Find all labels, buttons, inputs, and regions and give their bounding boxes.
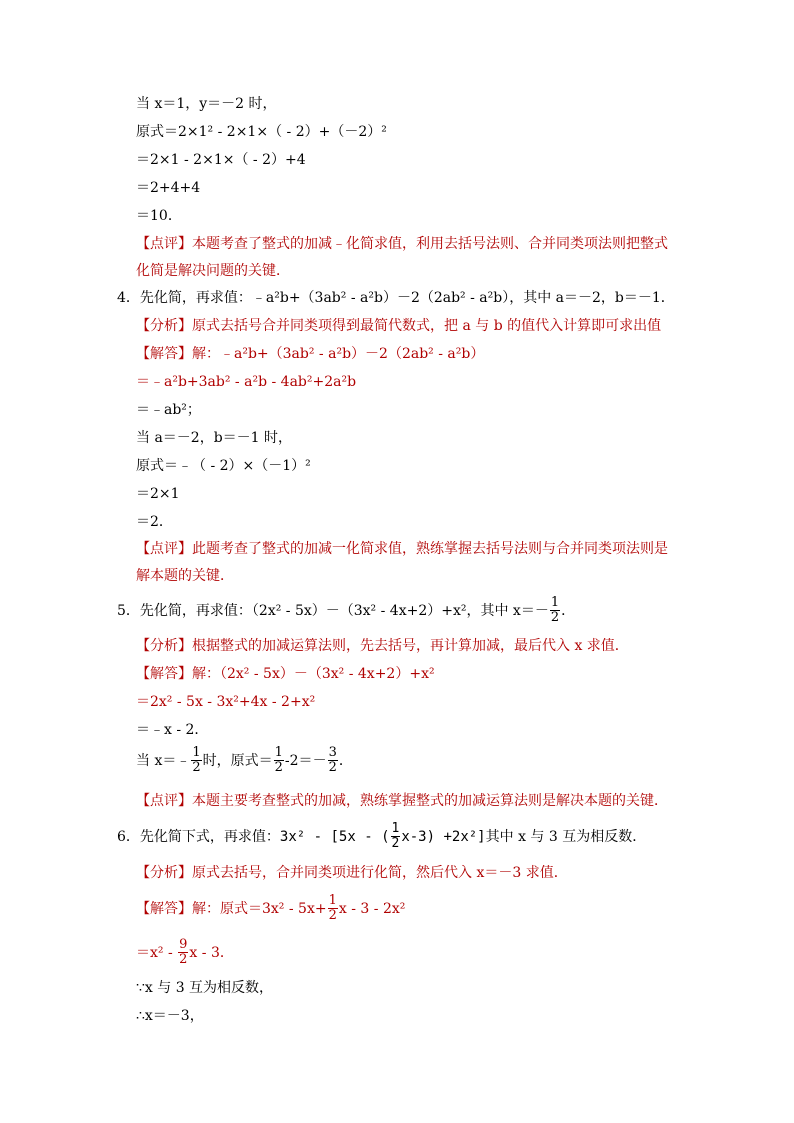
question-6	[117, 822, 646, 852]
answer-line: 当 x＝﹣ $\frac{1}{2}$ 时，原式＝ $\frac{1}{2}$ -2＝－ $\frac{3}{2}$ ．	[136, 745, 353, 776]
answer-line: ＝2．	[136, 514, 173, 530]
text: 其中 x 与 3 互为相反数．	[485, 828, 647, 845]
analysis-line: 【分析】根据整式的加减运算法则，先去括号，再计算加减，最后代入 x 求值．	[136, 638, 629, 654]
answer-line: ＝﹣a²b+3ab² - a²b - 4ab²+2a²b	[136, 374, 357, 390]
text-line: 当 x＝1，y＝－2 时，	[136, 96, 277, 112]
fraction: $\frac{1}{2}$	[328, 893, 337, 924]
question-text: 5．先化简，再求值：（2x² - 5x）－（3x² - 4x+2）+x²，其中 x＝－	[117, 602, 549, 619]
fraction: $\frac{1}{2}$	[192, 745, 201, 776]
analysis-line: 【分析】原式去括号，合并同类项进行化简，然后代入 x＝－3 求值．	[136, 865, 568, 881]
answer-line: ∵x 与 3 互为相反数，	[136, 980, 274, 996]
comment-line: 【点评】此题考查了整式的加减一化简求值，熟练掌握去括号法则与合并同类项法则是	[136, 541, 668, 557]
text: -2＝	[284, 752, 313, 769]
answer-line: ＝2×1	[136, 486, 180, 502]
text: 当 x＝﹣	[136, 752, 191, 769]
answer-line: ∴x＝－3，	[136, 1008, 204, 1024]
fraction: $\frac{1}{2}$	[391, 821, 400, 852]
expression: 3x² - [5x - ( $\frac{1}{2}$ x-3) +2x²]	[279, 821, 486, 852]
text-line: ＝10．	[136, 208, 182, 224]
comment-line: 解本题的关键．	[136, 568, 234, 584]
text: 6．先化简下式，再求值：	[117, 828, 280, 845]
answer-line: 【解答】解：（2x² - 5x）－（3x² - 4x+2）+x²	[136, 666, 435, 682]
comment-line: 【点评】本题主要考查整式的加减，熟练掌握整式的加减运算法则是解决本题的关键．	[136, 793, 668, 809]
text-line: 原式＝2×1² - 2×1×（ - 2）+（－2）²	[136, 124, 387, 140]
question-4: 4．先化简，再求值：﹣a²b+（3ab² - a²b）－2（2ab² - a²b），其中 a＝－2，b＝－1．	[117, 290, 675, 306]
fraction: $\frac{1}{2}$	[274, 745, 283, 776]
fraction: $\frac{1}{2}$	[550, 595, 560, 626]
comment-line: 【点评】本题考查了整式的加减﹣化简求值，利用去括号法则、合并同类项法则把整式	[136, 236, 668, 252]
answer-line: 【解答】解：原式＝3x² - 5x+ $\frac{1}{2}$ x - 3 - 2x²	[136, 893, 406, 924]
text-line: ＝2+4+4	[136, 180, 201, 196]
question-5: 5．先化简，再求值：（2x² - 5x）－（3x² - 4x+2）+x²，其中 x＝－ $\frac{1}{2}$ ．	[117, 595, 576, 626]
fraction: $\frac{9}{2}$	[179, 937, 188, 968]
answer-line: 原式＝﹣（ - 2）×（－1）²	[136, 458, 311, 474]
comment-line: 化简是解决问题的关键．	[136, 263, 290, 279]
answer-line: 当 a＝－2，b＝－1 时，	[136, 430, 293, 446]
text-line: ＝2×1 - 2×1×（ - 2）+4	[136, 152, 306, 168]
fraction: $\frac{3}{2}$	[328, 745, 337, 776]
answer-line: ＝x² - $\frac{9}{2}$ x - 3．	[136, 937, 234, 968]
answer-line: ＝2x² - 5x - 3x²+4x - 2+x²	[136, 694, 316, 710]
answer-line: 【解答】解：﹣a²b+（3ab² - a²b）－2（2ab² - a²b）	[136, 346, 485, 362]
analysis-line: 【分析】原式去括号合并同类项得到最简代数式，把 a 与 b 的值代入计算即可求出值	[136, 318, 662, 334]
answer-line: ＝﹣ab²；	[136, 402, 201, 418]
text: 时，原式＝	[202, 752, 273, 769]
answer-line: ＝﹣x - 2．	[136, 722, 209, 738]
